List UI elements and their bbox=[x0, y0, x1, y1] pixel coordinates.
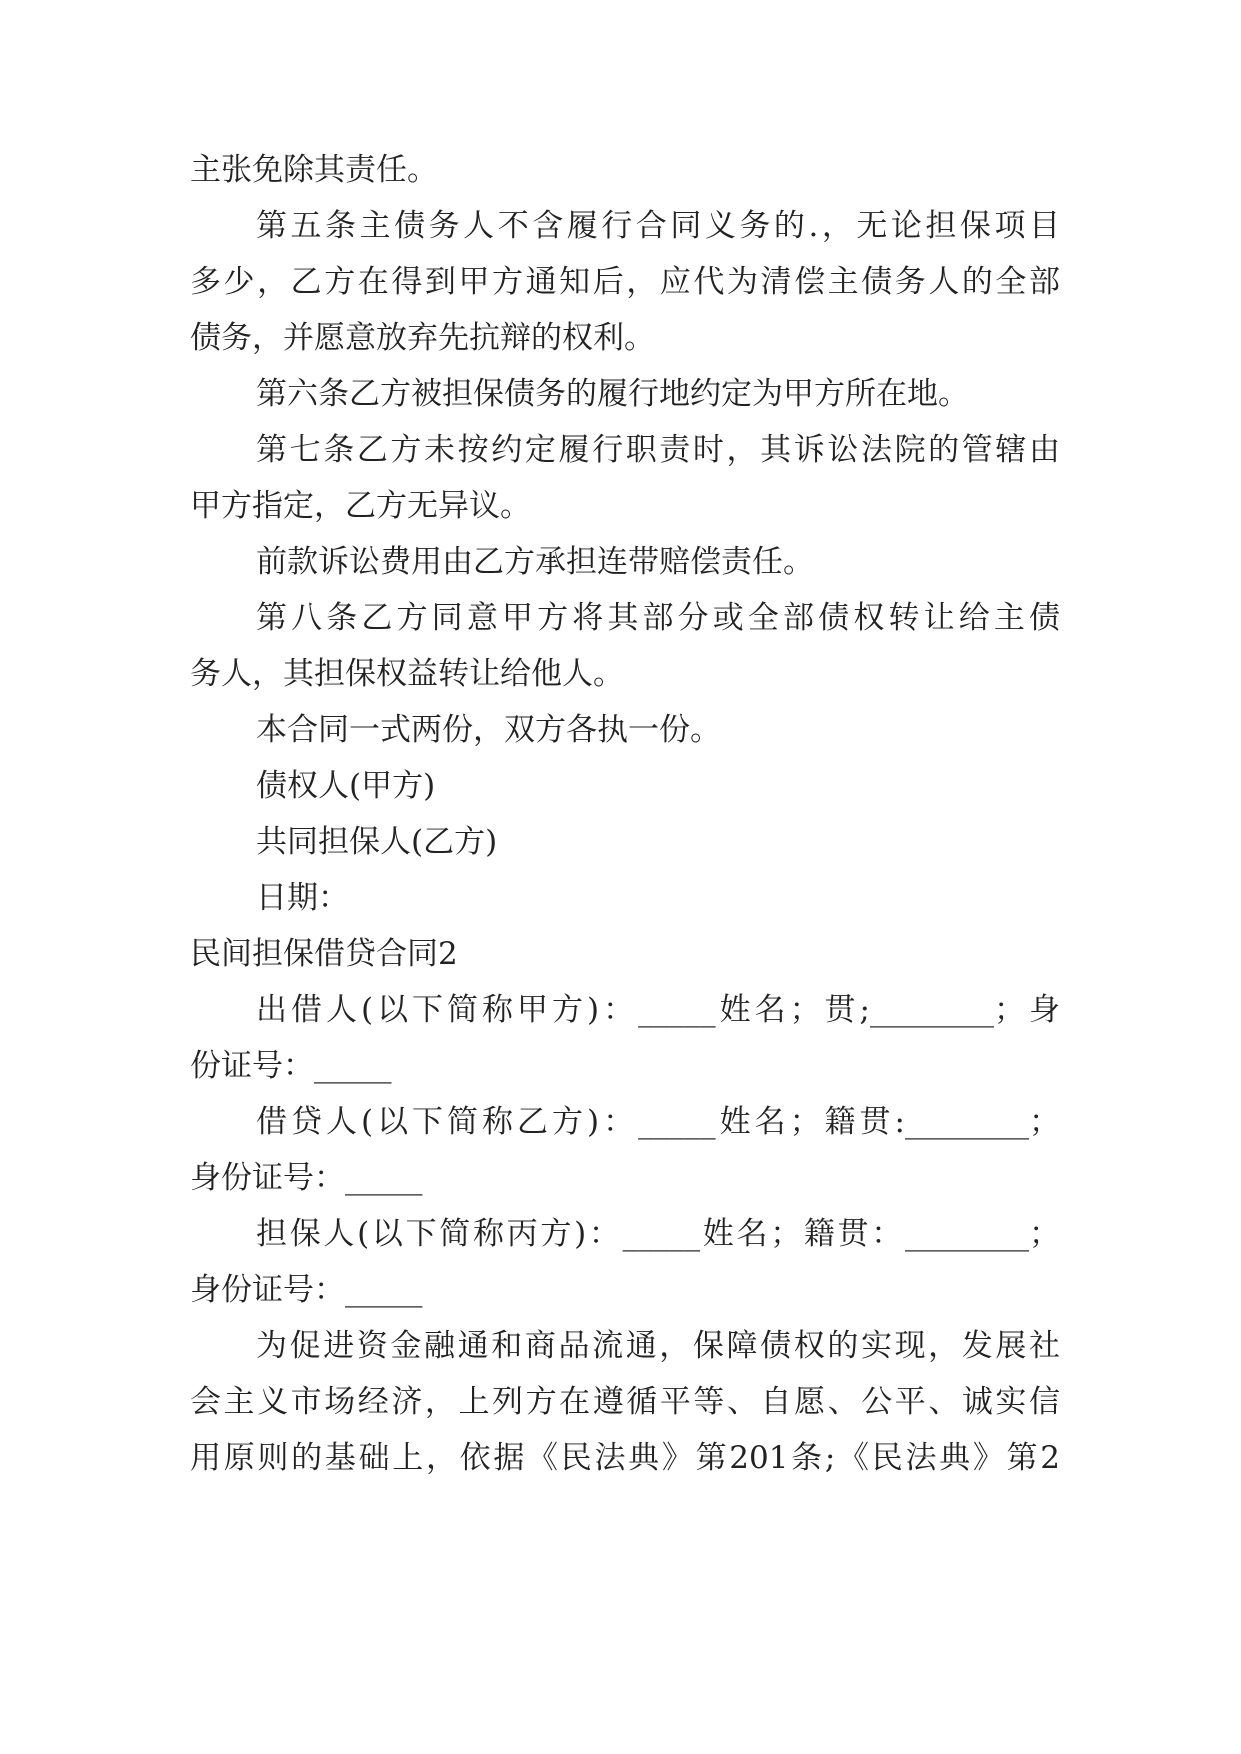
paragraph-copies: 本合同一式两份，双方各执一份。 bbox=[256, 712, 721, 748]
contract-title: 民间担保借贷合同2 bbox=[190, 936, 458, 972]
borrower-line-1: 借贷人(以下简称乙方)：_____姓名；籍贯:________； bbox=[256, 1104, 1060, 1140]
preamble-line-1: 为促进资金融通和商品流通，保障债权的实现，发展社 bbox=[256, 1328, 1060, 1364]
signature-creditor: 债权人(甲方) bbox=[256, 768, 436, 804]
paragraph-litigation-costs: 前款诉讼费用由乙方承担连带赔偿责任。 bbox=[256, 544, 814, 580]
preamble-line-2: 会主义市场经济，上列方在遵循平等、自愿、公平、诚实信 bbox=[190, 1384, 1060, 1420]
paragraph-article-8-line-1: 第八条乙方同意甲方将其部分或全部债权转让给主债 bbox=[256, 600, 1060, 636]
preamble-line-3: 用原则的基础上，依据《民法典》第201条;《民法典》第2 bbox=[190, 1440, 1060, 1476]
text-line: 主张免除其责任。 bbox=[190, 152, 438, 188]
signature-date: 日期： bbox=[256, 880, 349, 916]
paragraph-article-6: 第六条乙方被担保债务的履行地约定为甲方所在地。 bbox=[256, 376, 969, 412]
paragraph-article-5-line-2: 多少，乙方在得到甲方通知后，应代为清偿主债务人的全部 bbox=[190, 264, 1060, 300]
paragraph-article-7-line-2: 甲方指定，乙方无异议。 bbox=[190, 488, 531, 524]
lender-line-1: 出借人(以下简称甲方)：_____姓名；贯;________；身 bbox=[256, 992, 1060, 1028]
signature-guarantor: 共同担保人(乙方) bbox=[256, 824, 498, 860]
lender-line-2: 份证号：_____ bbox=[190, 1048, 392, 1084]
guarantor-line-2: 身份证号：_____ bbox=[190, 1272, 423, 1308]
paragraph-article-5-line-1: 第五条主债务人不含履行合同义务的.，无论担保项目 bbox=[256, 208, 1060, 244]
paragraph-article-5-line-3: 债务，并愿意放弃先抗辩的权利。 bbox=[190, 320, 655, 356]
paragraph-article-8-line-2: 务人，其担保权益转让给他人。 bbox=[190, 656, 624, 692]
paragraph-article-7-line-1: 第七条乙方未按约定履行职责时，其诉讼法院的管辖由 bbox=[256, 432, 1060, 468]
borrower-line-2: 身份证号：_____ bbox=[190, 1160, 423, 1196]
guarantor-line-1: 担保人(以下简称丙方)：_____姓名；籍贯：________； bbox=[256, 1216, 1060, 1252]
